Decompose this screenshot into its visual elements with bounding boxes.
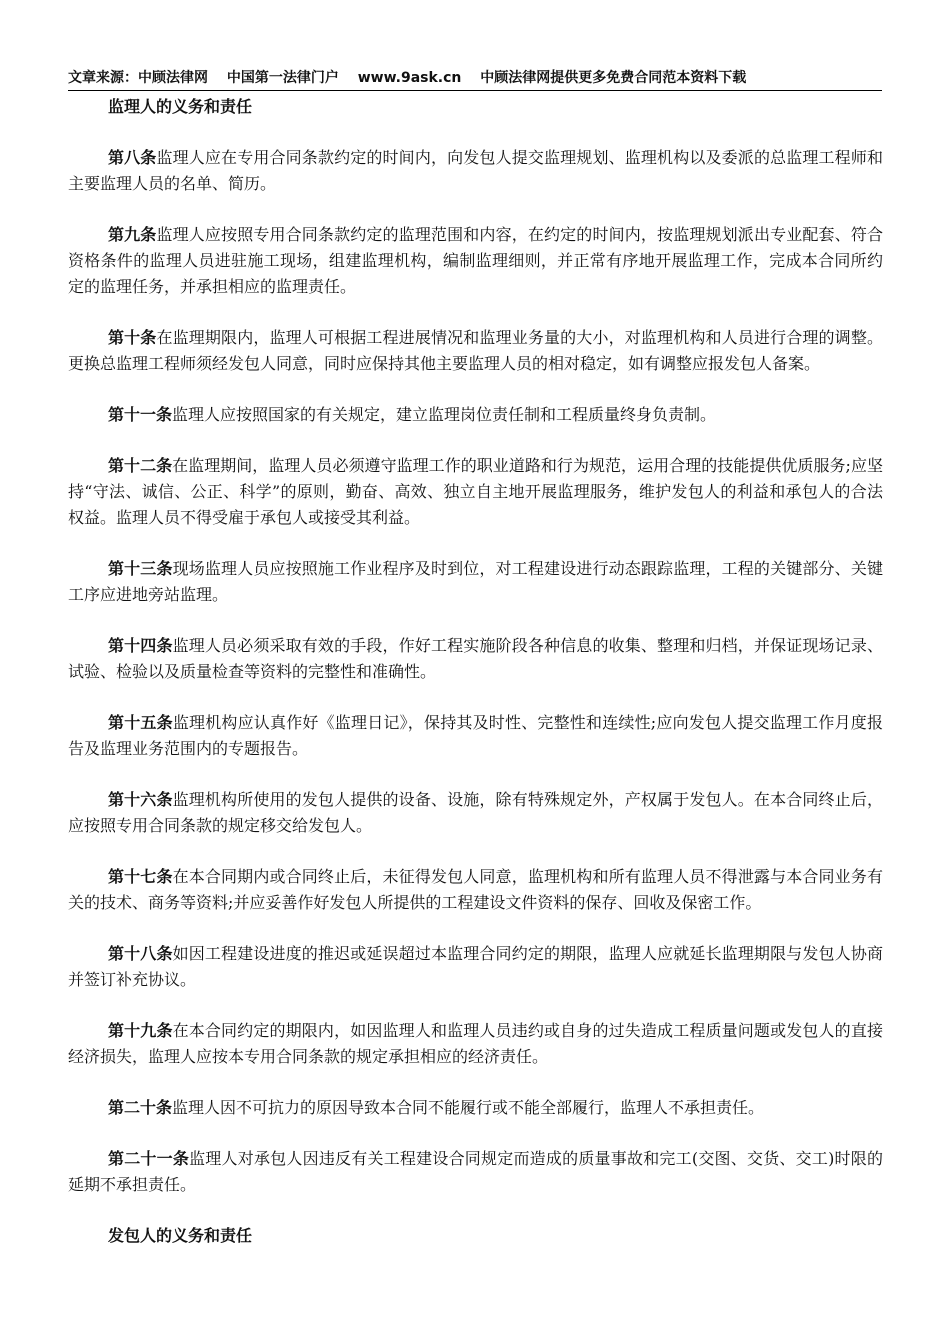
article-15 xyxy=(68,710,883,762)
article-text: 监理人员必须采取有效的手段，作好工程实施阶段各种信息的收集、整理和归档，并保证现场记录、试验、检验以及质量检查等资料的完整性和准确性。 xyxy=(68,636,883,681)
article-text: 在监理期限内，监理人可根据工程进展情况和监理业务量的大小，对监理机构和人员进行合理的调整。更换总监理工程师须经发包人同意，同时应保持其他主要监理人员的相对稳定，如有调整应报发包人备案。 xyxy=(68,328,883,373)
article-11 xyxy=(68,402,883,428)
article-18 xyxy=(68,941,883,993)
article-text: 如因工程建设进度的推迟或延误超过本监理合同约定的期限，监理人应就延长监理期限与发包人协商并签订补充协议。 xyxy=(68,944,883,989)
article-text: 在本合同期内或合同终止后，未征得发包人同意，监理机构和所有监理人员不得泄露与本合同业务有关的技术、商务等资料;并应妥善作好发包人所提供的工程建设文件资料的保存、回收及保密工作。 xyxy=(68,867,883,912)
article-number: 第十条 xyxy=(108,328,157,347)
article-number: 第十八条 xyxy=(108,944,173,963)
section-heading-employer: 发包人的义务和责任 xyxy=(108,1226,253,1245)
article-number: 第十五条 xyxy=(108,713,173,732)
article-text: 监理人应按照国家的有关规定，建立监理岗位责任制和工程质量终身负责制。 xyxy=(172,405,717,424)
article-text: 监理机构所使用的发包人提供的设备、设施，除有特殊规定外，产权属于发包人。在本合同终止后，应按照专用合同条款的规定移交给发包人。 xyxy=(68,790,883,835)
article-number: 第十四条 xyxy=(108,636,173,655)
article-number: 第十一条 xyxy=(108,405,173,424)
article-text: 在监理期间，监理人员必须遵守监理工作的职业道路和行为规范，运用合理的技能提供优质服务;应坚持“守法、诚信、公正、科学”的原则，勤奋、高效、独立自主地开展监理服务，维护发包人的利益和承包人的合法权益。监理人员不得受雇于承包人或接受其利益。 xyxy=(68,456,883,527)
document-body xyxy=(68,94,883,1249)
article-8 xyxy=(68,145,883,197)
article-text: 现场监理人员应按照施工作业程序及时到位，对工程建设进行动态跟踪监理，工程的关键部分、关键工序应进地旁站监理。 xyxy=(68,559,883,604)
article-20 xyxy=(68,1095,883,1121)
article-text: 监理人对承包人因违反有关工程建设合同规定而造成的质量事故和完工(交图、交货、交工)时限的延期不承担责任。 xyxy=(68,1149,883,1194)
article-13 xyxy=(68,556,883,608)
article-16 xyxy=(68,787,883,839)
article-14 xyxy=(68,633,883,685)
article-text: 监理机构应认真作好《监理日记》，保持其及时性、完整性和连续性;应向发包人提交监理工作月度报告及监理业务范围内的专题报告。 xyxy=(68,713,883,758)
article-19 xyxy=(68,1018,883,1070)
article-number: 第二十条 xyxy=(108,1098,173,1117)
article-number: 第十二条 xyxy=(108,456,173,475)
article-number: 第十七条 xyxy=(108,867,173,886)
article-12 xyxy=(68,453,883,531)
article-text: 监理人应在专用合同条款约定的时间内，向发包人提交监理规划、监理机构以及委派的总监理工程师和主要监理人员的名单、简历。 xyxy=(68,148,883,193)
article-text: 监理人因不可抗力的原因导致本合同不能履行或不能全部履行，监理人不承担责任。 xyxy=(172,1098,765,1117)
article-number: 第十九条 xyxy=(108,1021,173,1040)
header-portal: 中国第一法律门户 xyxy=(226,70,339,86)
article-number: 第八条 xyxy=(108,148,157,167)
article-text: 监理人应按照专用合同条款约定的监理范围和内容，在约定的时间内，按监理规划派出专业配套、符合资格条件的监理人员进驻施工现场，组建监理机构，编制监理细则，并正常有序地开展监理工作，完成本合同所约定的监理任务，并承担相应的监理责任。 xyxy=(68,225,883,296)
header-promo: 中顾法律网提供更多免费合同范本资料下载 xyxy=(480,70,747,86)
page-header xyxy=(68,68,882,91)
article-number: 第十六条 xyxy=(108,790,173,809)
header-source: 文章来源：中顾法律网 xyxy=(68,70,208,86)
article-10 xyxy=(68,325,883,377)
article-number: 第十三条 xyxy=(108,559,173,578)
article-number: 第九条 xyxy=(108,225,157,244)
section-heading-supervisor: 监理人的义务和责任 xyxy=(108,97,253,116)
article-17 xyxy=(68,864,883,916)
article-9 xyxy=(68,222,883,300)
header-site-url: www.9ask.cn xyxy=(357,70,462,86)
article-21 xyxy=(68,1146,883,1198)
article-text: 在本合同约定的期限内，如因监理人和监理人员违约或自身的过失造成工程质量问题或发包人的直接经济损失，监理人应按本专用合同条款的规定承担相应的经济责任。 xyxy=(68,1021,883,1066)
article-number: 第二十一条 xyxy=(108,1149,190,1168)
